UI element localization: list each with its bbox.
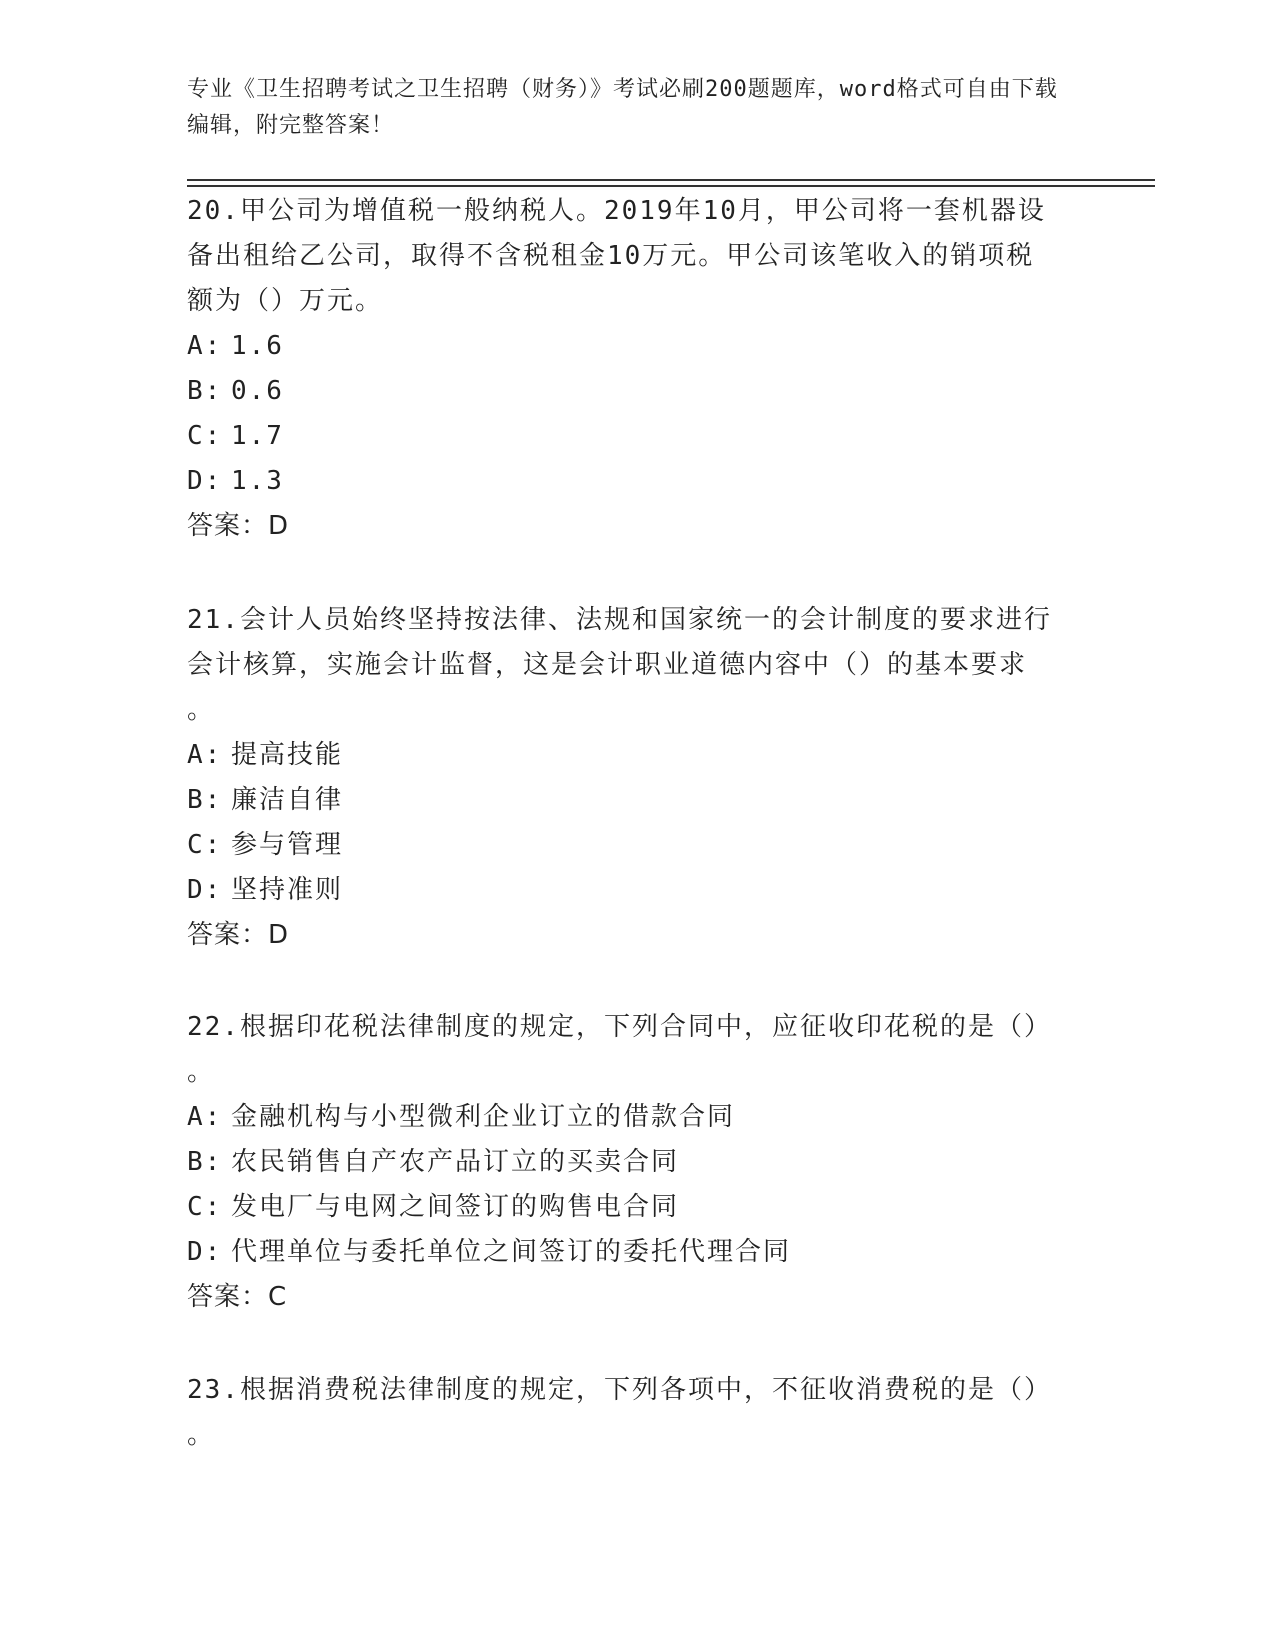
question-stem-line: 23.根据消费税法律制度的规定，下列各项中，不征收消费税的是（） [187,1375,1052,1405]
option-label: D: [187,1237,223,1267]
option-b [187,1140,1087,1185]
option-c [187,1185,1087,1230]
question-22 [187,1005,1087,1320]
option-text: 1.6 [231,331,284,361]
question-23 [187,1368,1087,1458]
option-a [187,324,1087,369]
question-20 [187,189,1087,549]
option-text: 1.3 [231,466,284,496]
option-label: B: [187,1147,223,1177]
answer-line: 答案：D [187,511,290,541]
option-text: 1.7 [231,421,284,451]
question-stem-line: 。 [187,695,216,725]
option-label: A: [187,331,223,361]
question-stem-line: 21.会计人员始终坚持按法律、法规和国家统一的会计制度的要求进行 [187,605,1052,635]
option-b [187,778,1087,823]
option-text: 金融机构与小型微利企业订立的借款合同 [231,1102,736,1132]
option-label: C: [187,421,223,451]
option-label: A: [187,740,223,770]
question-21 [187,598,1087,958]
option-text: 发电厂与电网之间签订的购售电合同 [231,1192,680,1222]
option-label: C: [187,1192,223,1222]
option-d [187,459,1087,504]
option-c [187,823,1087,868]
question-stem-line: 22.根据印花税法律制度的规定，下列合同中，应征收印花税的是（） [187,1012,1052,1042]
option-label: D: [187,875,223,905]
option-text: 农民销售自产农产品订立的买卖合同 [231,1147,680,1177]
question-stem-line: 。 [187,1057,216,1087]
header-divider-bottom [187,185,1155,187]
header-divider-top [187,179,1155,181]
option-a [187,1095,1087,1140]
option-a [187,733,1087,778]
option-text: 廉洁自律 [231,785,344,815]
question-stem-line: 备出租给乙公司，取得不含税租金10万元。甲公司该笔收入的销项税 [187,241,1035,271]
option-label: D: [187,466,223,496]
question-stem-line: 20.甲公司为增值税一般纳税人。2019年10月，甲公司将一套机器设 [187,196,1046,226]
document-header: 专业《卫生招聘考试之卫生招聘（财务）》考试必刷200题题库，word格式可自由下载编辑，附完整答案！ [187,77,1058,138]
option-c [187,414,1087,459]
question-stem-line: 额为（）万元。 [187,286,384,316]
option-label: A: [187,1102,223,1132]
option-b [187,369,1087,414]
option-text: 代理单位与委托单位之间签订的委托代理合同 [231,1237,792,1267]
option-text: 参与管理 [231,830,344,860]
option-text: 0.6 [231,376,284,406]
option-label: B: [187,785,223,815]
option-label: C: [187,830,223,860]
option-text: 提高技能 [231,740,344,770]
answer-line: 答案：D [187,920,290,950]
answer-line: 答案：C [187,1282,288,1312]
option-d [187,868,1087,913]
option-d [187,1230,1087,1275]
question-stem-line: 。 [187,1420,216,1450]
question-stem-line: 会计核算，实施会计监督，这是会计职业道德内容中（）的基本要求 [187,650,1028,680]
option-text: 坚持准则 [231,875,344,905]
option-label: B: [187,376,223,406]
